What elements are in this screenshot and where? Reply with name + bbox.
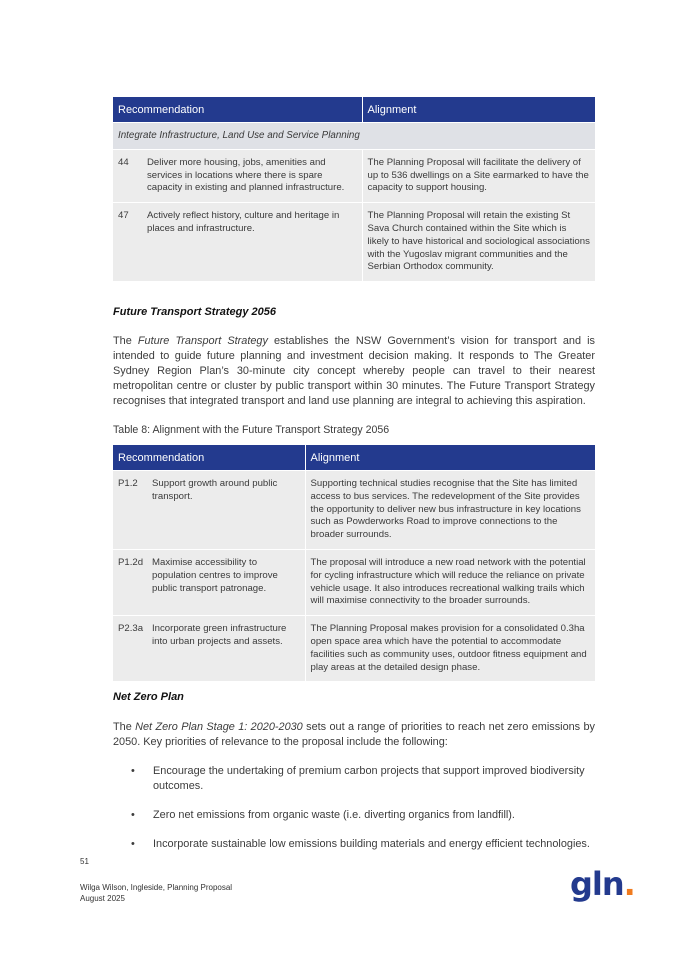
row-alignment: The Planning Proposal will retain the existing St Sava Church contained within the Site which is likely to have historical and sociological associations with the Yugoslav migrant communities and the Serbian Orthodox community. [362, 203, 595, 281]
table-header-row [113, 97, 595, 123]
table-regional-plan-alignment [113, 97, 595, 281]
logo-text: gln [570, 865, 624, 903]
bullet-icon: • [131, 838, 135, 851]
list-item [113, 764, 595, 794]
footer-document-info [80, 882, 232, 904]
column-header-recommendation: Recommendation [113, 445, 305, 471]
column-header-recommendation: Recommendation [113, 97, 362, 123]
list-item-text: Zero net emissions from organic waste (i.e. diverting organics from landfill). [153, 809, 515, 822]
footer-date: August 2025 [80, 894, 125, 903]
para-text: establishes the NSW Government’s vision for transport and is intended to guide future planning and investment decision making. It responds to The Greater Sydney Region Plan’s 30-minute city concept whereby people can travel to their nearest metropolitan centre or cluster by public transport within 30 minutes. The Future Transport Strategy recognises that integrated transport and land use planning are integral to achieving this aspiration. [113, 335, 595, 408]
paragraph-future-transport [113, 334, 595, 409]
row-number: P1.2d [113, 549, 147, 615]
table-row [113, 616, 595, 682]
table-row [113, 203, 595, 281]
row-recommendation: Actively reflect history, culture and heritage in places and infrastructure. [142, 203, 362, 281]
gln-logo [570, 866, 635, 902]
para-italic-title: Net Zero Plan Stage 1: 2020-2030 [135, 721, 303, 733]
table-row [113, 471, 595, 550]
list-item [113, 837, 595, 852]
table-row [113, 549, 595, 615]
page-number: 51 [80, 857, 89, 866]
row-number: P1.2 [113, 471, 147, 550]
row-number: P2.3a [113, 616, 147, 682]
row-number: 44 [113, 149, 142, 202]
row-recommendation: Support growth around public transport. [147, 471, 305, 550]
priority-list [113, 764, 595, 852]
table-row [113, 149, 595, 202]
row-alignment: The Planning Proposal makes provision for a consolidated 0.3ha open space area which have the potential to accommodate facilities such as community uses, outdoor fitness equipment and play areas at the detailed design phase. [305, 616, 595, 682]
row-recommendation: Maximise accessibility to population centres to improve public transport patronage. [147, 549, 305, 615]
para-text: The [113, 335, 138, 347]
para-text: sets out a range of priorities to reach net zero emissions by 2050. Key priorities of relevance to the proposal include the following: [113, 721, 595, 749]
para-text: The [113, 721, 136, 733]
list-item-text: Encourage the undertaking of premium carbon projects that support improved biodiversity outcomes. [153, 765, 585, 793]
table-section-row [113, 123, 595, 150]
section-title: Integrate Infrastructure, Land Use and Service Planning [113, 123, 595, 150]
table-header-row [113, 445, 595, 471]
bullet-icon: • [131, 809, 135, 822]
footer-doc-title: Wilga Wilson, Ingleside, Planning Proposal [80, 883, 233, 892]
logo-dot-icon: . [623, 865, 635, 903]
section-heading-net-zero: Net Zero Plan [113, 691, 184, 703]
row-recommendation: Deliver more housing, jobs, amenities and services in locations where there is spare capacity in existing and planned infrastructure. [142, 149, 362, 202]
row-alignment: The Planning Proposal will facilitate the delivery of up to 536 dwellings on a Site earmarked to have the capacity to support housing. [362, 149, 595, 202]
list-item [113, 808, 595, 823]
row-alignment: The proposal will introduce a new road network with the potential for cycling infrastructure which will reduce the reliance on private vehicle usage. It also introduces recreational walking trails which will maximise connectivity to the broader surrounds. [305, 549, 595, 615]
row-recommendation: Incorporate green infrastructure into urban projects and assets. [147, 616, 305, 682]
bullet-icon: • [131, 765, 135, 777]
paragraph-net-zero [113, 720, 595, 750]
list-item-text: Incorporate sustainable low emissions building materials and energy efficient technologies. [153, 838, 590, 851]
column-header-alignment: Alignment [362, 97, 595, 123]
section-heading-future-transport: Future Transport Strategy 2056 [113, 306, 277, 318]
column-header-alignment: Alignment [305, 445, 595, 471]
table-caption: Table 8: Alignment with the Future Transport Strategy 2056 [113, 424, 390, 436]
row-alignment: Supporting technical studies recognise that the Site has limited access to bus services. The redevelopment of the Site provides the opportunity to deliver new bus infrastructure in key locations such as Powderworks Road to improve connections to the broader surrounds. [305, 471, 595, 550]
table-future-transport-alignment [113, 445, 595, 681]
row-number: 47 [113, 203, 142, 281]
para-italic-title: Future Transport Strategy [137, 335, 268, 347]
